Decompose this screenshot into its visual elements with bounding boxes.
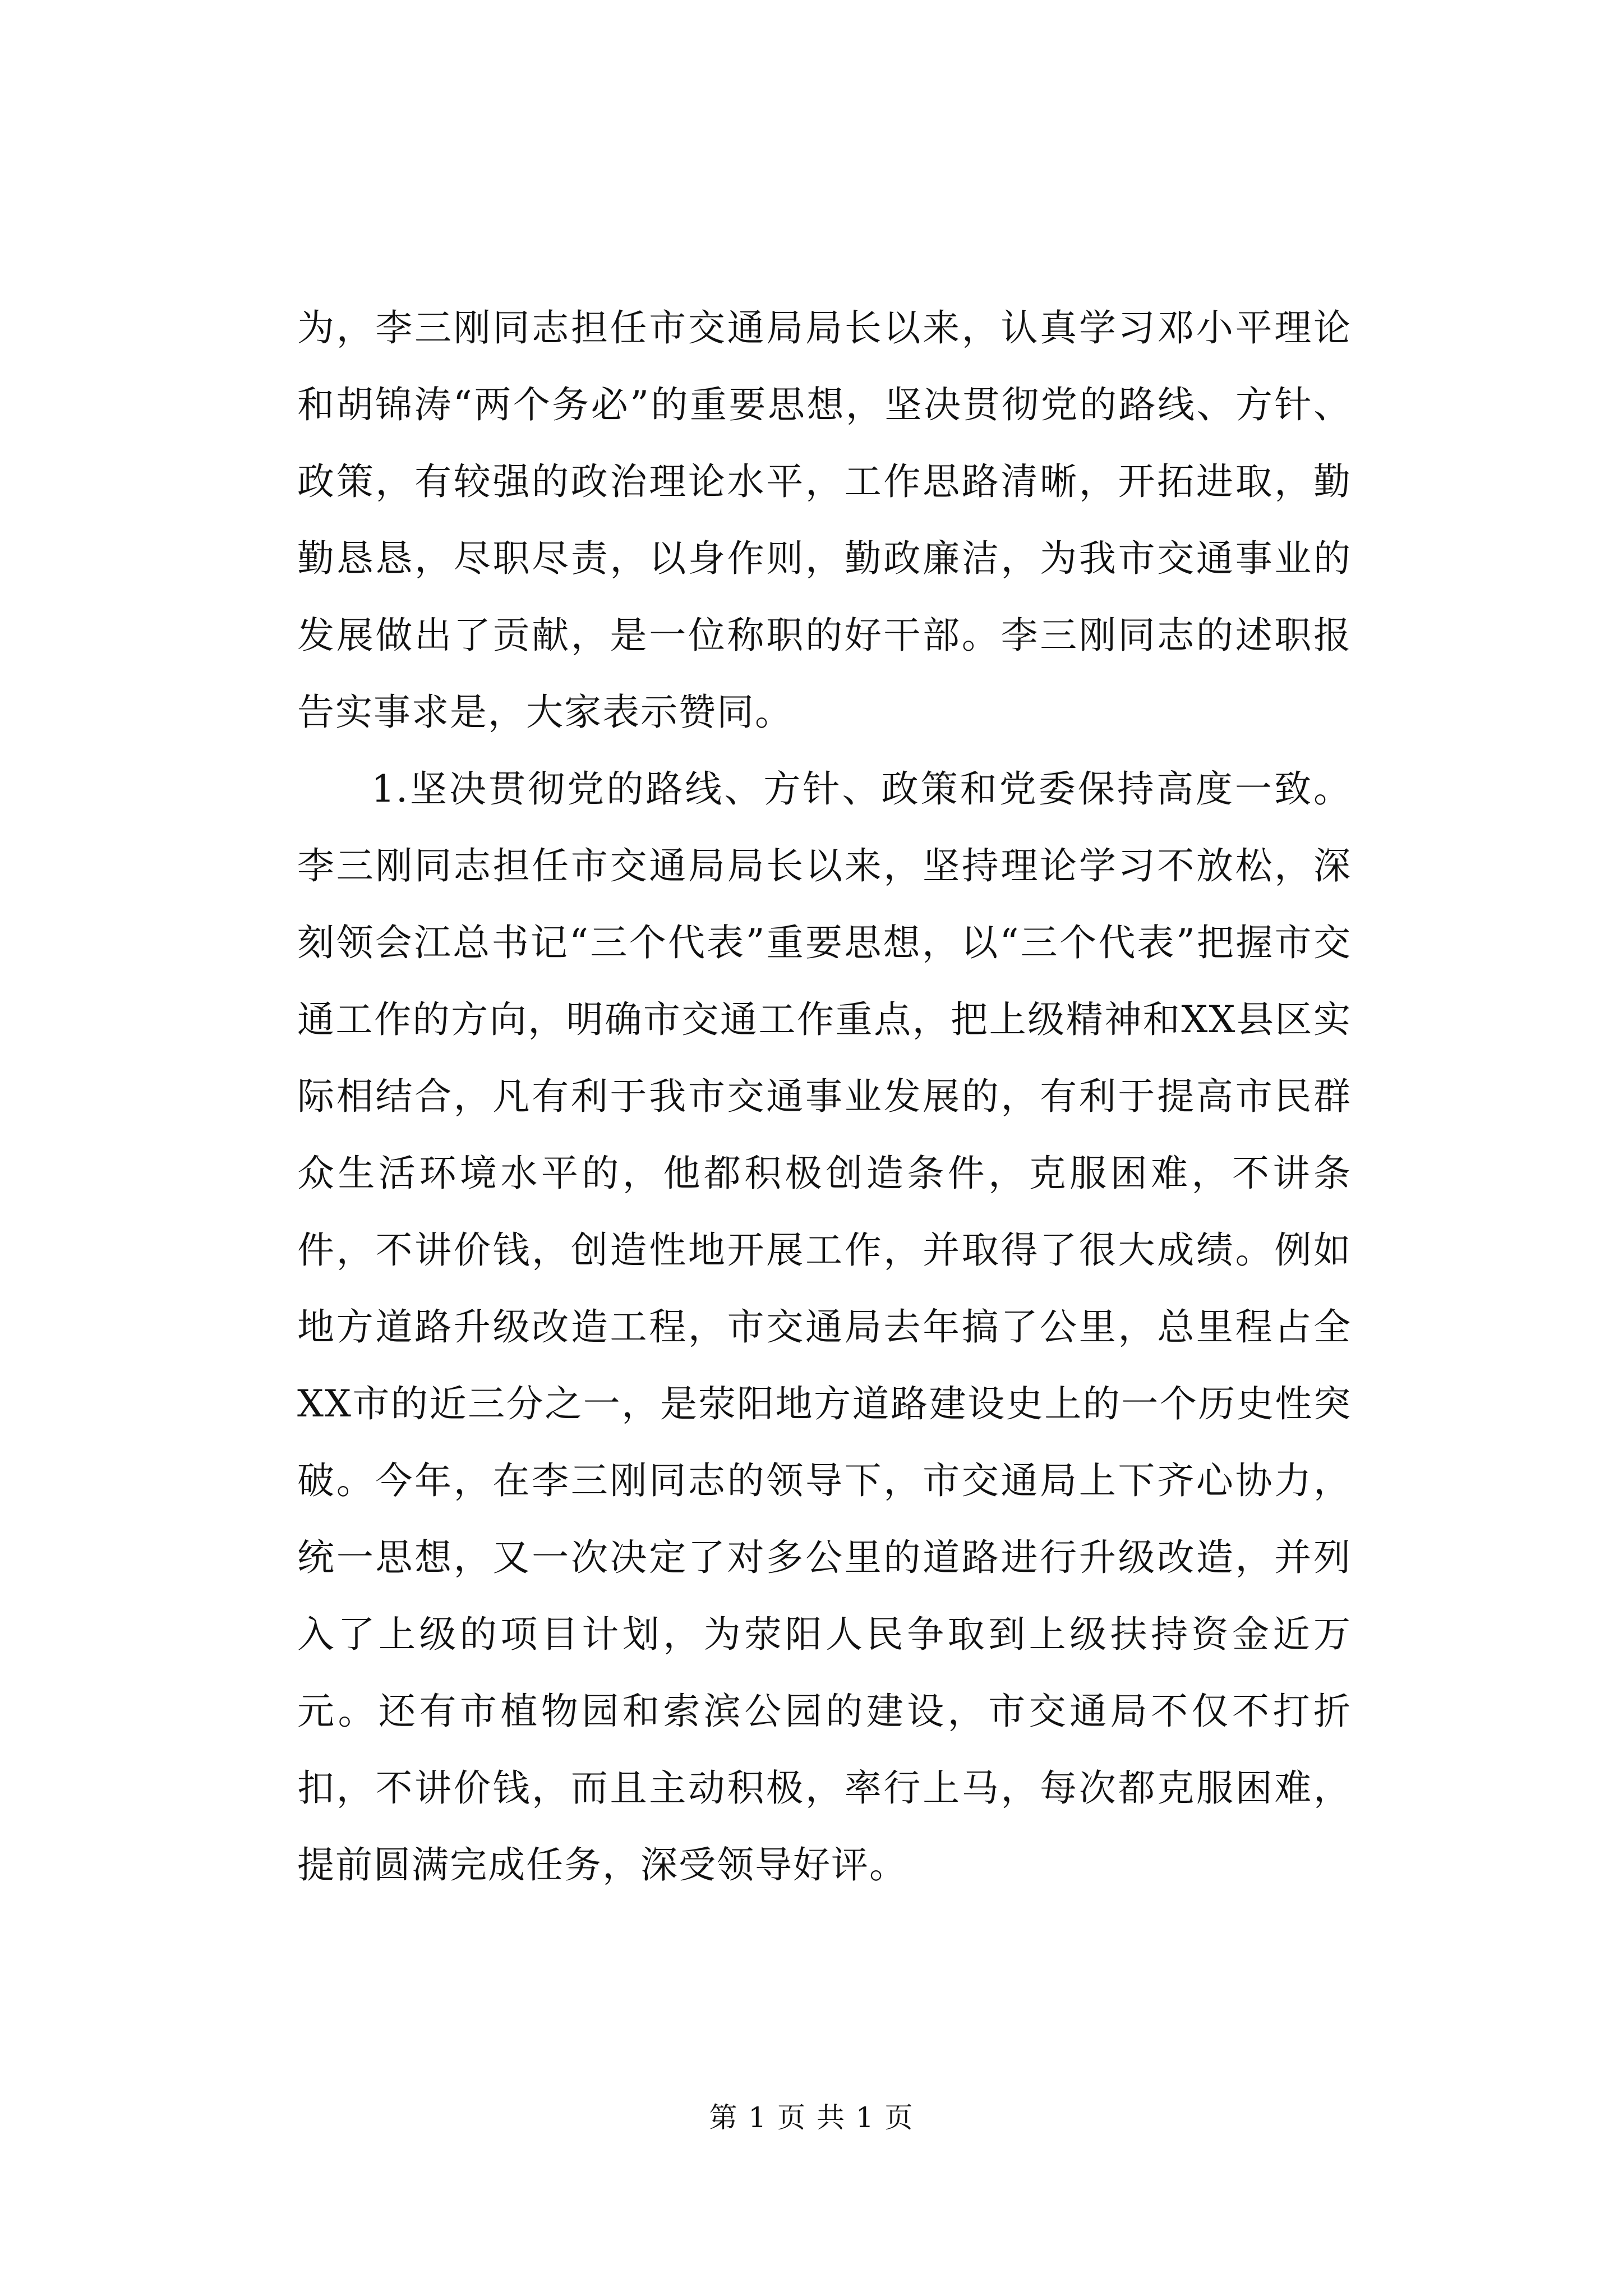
page-footer: 第 1 页 共 1 页 — [709, 2101, 914, 2134]
paragraph-continuation: 为，李三刚同志担任市交通局局长以来，认真学习邓小平理论和胡锦涛“两个务必”的重要思想，坚决贯彻党的路线、方针、政策，有较强的政治理论水平，工作思路清晰，开拓进取，勤勤恳恳，尽职尽责，以身作则，勤政廉洁，为我市交通事业的发展做出了贡献，是一位称职的好干部。李三刚同志的述职报告实事求是，大家表示赞同。 — [297, 306, 1352, 734]
paragraph-item-1: 1.坚决贯彻党的路线、方针、政策和党委保持高度一致。李三刚同志担任市交通局局长以来，坚持理论学习不放松，深刻领会江总书记“三个代表”重要思想，以“三个代表”把握市交通工作的方向，明确市交通工作重点，把上级精神和XX县区实际相结合，凡有利于我市交通事业发展的，有利于提高市民群众生活环境水平的，他都积极创造条件，克服困难，不讲条件，不讲价钱，创造性地开展工作，并取得了很大成绩。例如地方道路升级改造工程，市交通局去年搞了公里，总里程占全XX市的近三分之一，是荥阳地方道路建设史上的一个历史性突破。今年，在李三刚同志的领导下，市交通局上下齐心协力，统一思想，又一次决定了对多公里的道路进行升级改造，并列入了上级的项目计划，为荥阳人民争取到上级扶持资金近万元。还有市植物园和索滨公园的建设，市交通局不仅不打折扣，不讲价钱，而且主动积极，率行上马，每次都克服困难，提前圆满完成任务，深受领导好评。 — [297, 767, 1352, 1887]
document-body — [297, 289, 1352, 1903]
